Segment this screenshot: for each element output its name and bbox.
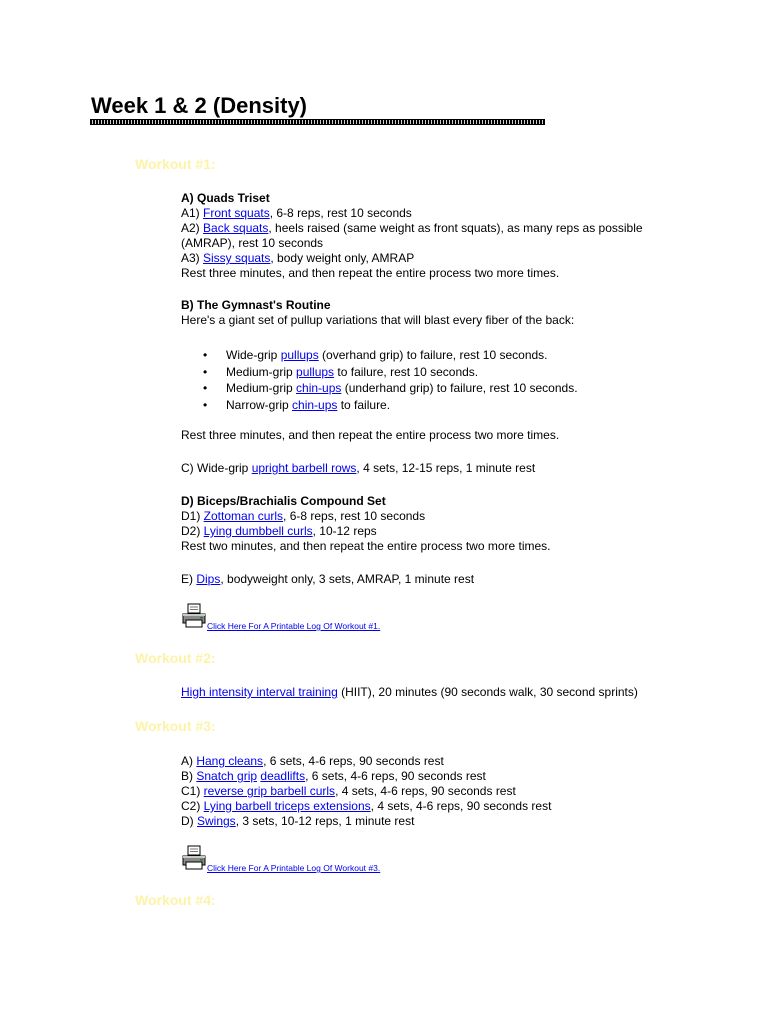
snatch-grip-link[interactable]: Snatch grip [196,769,258,783]
print-log-workout-1 [181,603,441,631]
pullup-variation-list [181,347,578,413]
chin-ups-link[interactable]: chin-ups [292,397,338,412]
gymnast-routine-title: B) The Gymnast's Routine [181,298,331,312]
bullet-icon: • [203,348,208,362]
list-item: • Medium-grip chin-ups (underhand grip) to failure, rest 10 seconds. [203,381,578,395]
w3-c2-line: C2) Lying barbell triceps extensions, 4 sets, 4-6 reps, 90 seconds rest [181,799,552,813]
dips-block [181,572,681,587]
d1-line: D1) Zottoman curls, 6-8 reps, rest 10 seconds [181,509,426,523]
print-log-link[interactable]: Click Here For A Printable Log Of Workout #1. [207,621,381,631]
gymnast-routine-block [181,298,681,328]
hiit-line: High intensity interval training (HIIT), 20 minutes (90 seconds walk, 30 second sprints) [181,685,638,699]
printer-icon[interactable] [181,603,207,629]
biceps-compound-title: D) Biceps/Brachialis Compound Set [181,494,386,508]
back-squats-link[interactable]: Back squats [203,221,269,235]
gymnast-routine-intro: Here's a giant set of pullup variations that will blast every fiber of the back: [181,313,575,327]
a2-line: A2) Back squats, heels raised (same weight as front squats), as many reps as possible (AMRAP), rest 10 seconds [181,221,643,250]
printer-icon[interactable] [181,845,207,871]
list-item: • Medium-grip pullups to failure, rest 10 seconds. [203,364,479,379]
d2-line: D2) Lying dumbbell curls, 10-12 reps [181,524,377,538]
swings-link[interactable]: Swings [197,814,236,828]
sissy-squats-link[interactable]: Sissy squats [203,251,271,265]
workout-3-heading: Workout #3: [135,718,216,734]
biceps-compound-block [181,494,681,554]
biceps-rest-line: Rest two minutes, and then repeat the entire process two more times. [181,539,551,553]
dips-link[interactable]: Dips [196,572,221,586]
deadlifts-link[interactable]: deadlifts [260,769,306,783]
zottoman-curls-link[interactable]: Zottoman curls [203,509,284,523]
quads-rest-line: Rest three minutes, and then repeat the entire process two more times. [181,266,560,280]
print-log-link[interactable]: Click Here For A Printable Log Of Workout #3. [207,863,381,873]
upright-rows-block [181,461,681,476]
lying-barbell-triceps-extensions-link[interactable]: Lying barbell triceps extensions [203,799,371,813]
hiit-link[interactable]: High intensity interval training [181,685,338,699]
a1-line: A1) Front squats, 6-8 reps, rest 10 seconds [181,206,412,220]
hiit-block [181,685,681,700]
w3-a-line: A) Hang cleans, 6 sets, 4-6 reps, 90 seconds rest [181,754,444,768]
list-item: • Narrow-grip chin-ups to failure. [203,397,391,412]
quads-triset-title: A) Quads Triset [181,191,270,205]
w3-d-line: D) Swings, 3 sets, 10-12 reps, 1 minute rest [181,814,415,828]
lying-dumbbell-curls-link[interactable]: Lying dumbbell curls [203,524,313,538]
bullet-icon: • [203,364,208,379]
w3-c1-line: C1) reverse grip barbell curls, 4 sets, 4-6 reps, 90 seconds rest [181,784,516,798]
bullet-icon: • [203,381,208,395]
hang-cleans-link[interactable]: Hang cleans [196,754,264,768]
chin-ups-link[interactable]: chin-ups [296,381,342,395]
c-line: C) Wide-grip upright barbell rows, 4 sets, 12-15 reps, 1 minute rest [181,461,536,475]
title-divider [90,119,545,125]
print-log-workout-3 [181,845,441,873]
pullups-link[interactable]: pullups [280,348,319,362]
workout-2-heading: Workout #2: [135,650,216,666]
quads-triset-block [181,191,681,281]
workout-3-block [181,754,681,829]
front-squats-link[interactable]: Front squats [203,206,270,220]
e-line: E) Dips, bodyweight only, 3 sets, AMRAP, 1 minute rest [181,572,475,586]
page-title: Week 1 & 2 (Density) [91,93,308,118]
list-item: • Wide-grip pullups (overhand grip) to failure, rest 10 seconds. [203,348,548,362]
upright-barbell-rows-link[interactable]: upright barbell rows [251,461,357,475]
gymnast-rest-line: Rest three minutes, and then repeat the entire process two more times. [181,428,560,442]
reverse-grip-barbell-curls-link[interactable]: reverse grip barbell curls [203,784,336,798]
a3-line: A3) Sissy squats, body weight only, AMRAP [181,251,415,265]
pullups-link[interactable]: pullups [296,364,335,379]
workout-1-heading: Workout #1: [135,156,216,172]
w3-b-line: B) Snatch grip deadlifts, 6 sets, 4-6 reps, 90 seconds rest [181,769,486,783]
bullet-icon: • [203,397,208,412]
workout-4-heading: Workout #4: [135,892,216,908]
gymnast-rest-block [181,428,681,443]
